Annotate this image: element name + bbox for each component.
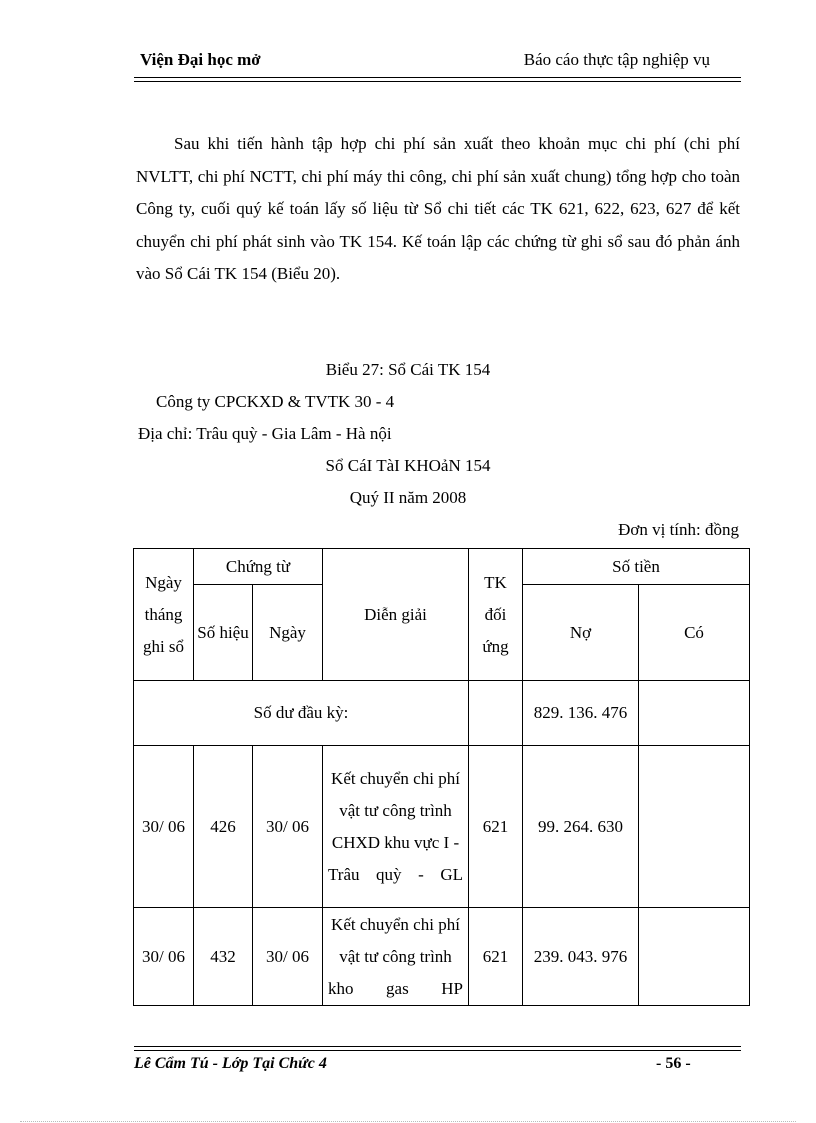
row-credit [639,908,750,1006]
row-voucher-no: 432 [194,908,253,1006]
row-voucher-no: 426 [194,746,253,908]
col-header-voucher-no: Số hiệu [194,585,253,681]
col-header-voucher-date: Ngày [253,585,323,681]
currency-unit: Đơn vị tính: đồng [618,520,739,539]
header-row-1 [134,549,750,585]
row-description: Kết chuyển chi phí vật tư công trình CHXD khu vực I - Trâu quỳ - GL [323,746,469,908]
row-date: 30/ 06 [134,746,194,908]
footer-rule-top [134,1046,741,1047]
row-account: 621 [469,746,523,908]
footer-rule-bottom [134,1050,741,1051]
header-report-title: Báo cáo thực tập nghiệp vụ [523,50,710,69]
row-voucher-date: 30/ 06 [253,746,323,908]
row-description: Kết chuyển chi phí vật tư công trình kho gas HP [323,908,469,1006]
header-institution: Viện Đại học mở [140,50,261,69]
page-edge-divider [20,1121,796,1122]
opening-balance-label: Số dư đầu kỳ: [134,681,469,746]
col-header-description: Diễn giải [323,549,469,681]
ledger-period: Quý II năm 2008 [349,488,467,507]
page-number: - 56 - [656,1055,691,1072]
body-paragraph: Sau khi tiến hành tập hợp chi phí sản xuất theo khoản mục chi phí (chi phí NVLTT, chi phí NCTT, chi phí máy thi công, chi phí sản xuất chung) tổng hợp cho toàn Công ty, cuối quý kế toán lấy số liệu từ Sổ chi tiết các TK 621, 622, 623, 627 để kết chuyển chi phí phát sinh vào TK 154. Kế toán lập các chứng từ ghi sổ sau đó phản ánh vào Sổ Cái TK 154 (Biểu 20). [136,134,740,283]
header-rule-top [134,77,741,78]
company-address: Địa chỉ: Trâu quỳ - Gia Lâm - Hà nội [138,424,392,443]
opening-balance-debit: 829. 136. 476 [523,681,639,746]
col-header-date: Ngày tháng ghi sổ [134,549,194,681]
header-rule-bottom [134,81,741,82]
col-header-amount: Số tiền [523,549,750,585]
col-header-debit: Nợ [523,585,639,681]
ledger-title: Sổ CáI TàI KHOảN 154 [325,456,491,475]
company-name: Công ty CPCKXD & TVTK 30 - 4 [156,392,395,411]
row-account: 621 [469,908,523,1006]
footer-author: Lê Cẩm Tú - Lớp Tại Chức 4 [134,1055,327,1072]
row-debit: 239. 043. 976 [523,908,639,1006]
table-row [134,908,750,1006]
table-row [134,746,750,908]
opening-balance-credit [639,681,750,746]
exhibit-caption: Biểu 27: Sổ Cái TK 154 [325,360,491,379]
opening-balance-row [134,681,750,746]
row-credit [639,746,750,908]
row-voucher-date: 30/ 06 [253,908,323,1006]
col-header-credit: Có [639,585,750,681]
ledger-table [133,548,750,1006]
row-date: 30/ 06 [134,908,194,1006]
col-header-account: TK đối ứng [469,549,523,681]
opening-balance-account [469,681,523,746]
col-header-voucher: Chứng từ [194,549,323,585]
row-debit: 99. 264. 630 [523,746,639,908]
